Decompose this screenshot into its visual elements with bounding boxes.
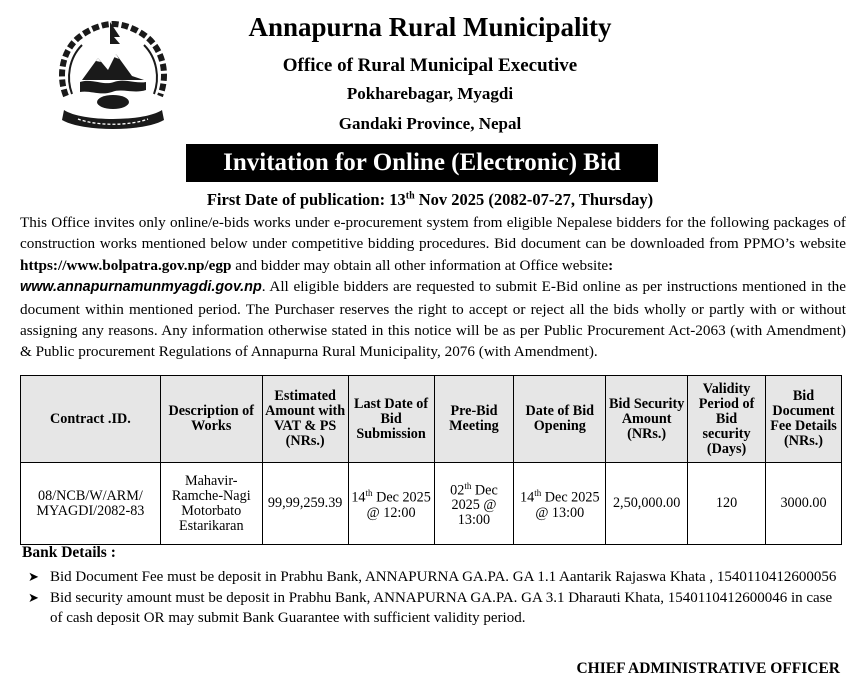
notice-title-banner: Invitation for Online (Electronic) Bid [186, 144, 658, 182]
publication-date [150, 190, 710, 210]
cell-prebid [434, 463, 514, 545]
bank-detail-fee: Bid Document Fee must be deposit in Prabhu Bank, ANNAPURNA GA.PA. GA 1.1 Aantarik Rajaswa Khata , 1540110412600056 [50, 569, 837, 585]
header-prebid: Pre-Bid Meeting [434, 376, 514, 463]
bank-detail-security: Bid security amount must be deposit in Prabhu Bank, ANNAPURNA GA.PA. GA 3.1 Dharauti Khata, 1540110412600046 in case of cash deposit OR may submit Bank Guarantee with sufficient validity period. [50, 589, 833, 626]
header-contract-id: Contract .ID. [21, 376, 161, 463]
opening-sup: th [534, 488, 542, 499]
prebid-day: 02 [450, 482, 465, 499]
header-opening-date: Date of Bid Opening [514, 376, 606, 463]
header-estimated-amount: Estimated Amount with VAT & PS (NRs.) [262, 376, 348, 463]
organization-name: Annapurna Rural Municipality [248, 12, 612, 42]
header-description: Description of Works [160, 376, 262, 463]
bank-details-title: Bank Details : [22, 544, 116, 561]
submission-day: 14 [351, 489, 366, 506]
cell-opening-date [514, 463, 606, 545]
publication-date-label: First Date of publication: 13 [206, 190, 406, 209]
header-bid-security: Bid Security Amount (NRs.) [606, 376, 688, 463]
arrowhead-bullet-icon: ➤ [28, 589, 39, 605]
header-doc-fee: Bid Document Fee Details (NRs.) [765, 376, 841, 463]
ppmo-website-link[interactable]: https://www.bolpatra.gov.np/egp [20, 256, 232, 274]
publication-date-rest: Nov 2025 (2082-07-27, Thursday) [414, 190, 654, 209]
cell-bid-security: 2,50,000.00 [606, 463, 688, 545]
submission-sup: th [365, 488, 373, 499]
prebid-rest: Dec 2025 @ 13:00 [451, 482, 498, 529]
cell-validity: 120 [688, 463, 766, 545]
cell-contract-id: 08/NCB/W/ARM/ MYAGDI/2082-83 [21, 463, 161, 545]
prebid-sup: th [464, 480, 472, 491]
signature-title: CHIEF ADMINISTRATIVE OFFICER [576, 660, 840, 677]
bank-details-list [28, 567, 848, 629]
publication-date-sup: th [405, 190, 415, 202]
list-item [28, 588, 848, 629]
intro-part-3: . All eligible bidders are requested to submit E-Bid online as per instructions mentioned in the document within mentioned period. The Purchaser reserves the right to accept or reject all the bids wholly or partly with or without assigning any reasons. Any information otherwise stated in this notice will be as per Public Procurement Act-2063 (with Amendment) & Public procurement Regulations of Annapurna Rural Municipality, 2076 (with Amendment). [20, 278, 846, 361]
table-row [21, 463, 842, 545]
office-name: Office of Rural Municipal Executive [282, 55, 578, 76]
nepal-coat-of-arms-icon [52, 18, 174, 136]
header-validity: Validity Period of Bid security (Days) [688, 376, 766, 463]
opening-rest: Dec 2025 @ 13:00 [535, 489, 600, 521]
intro-part-1: This Office invites only online/e-bids works under e-procurement system from eligible Nepalese bidders for the following packages of construction works mentioned below under competitive bidding procedures. Bid document can be downloaded from PPMO’s website [20, 214, 846, 253]
cell-doc-fee: 3000.00 [765, 463, 841, 545]
office-province: Gandaki Province, Nepal [338, 114, 522, 133]
office-website-link[interactable]: www.annapurnamunmyagdi.gov.np [20, 279, 262, 296]
opening-day: 14 [520, 489, 535, 506]
cell-last-date [348, 463, 434, 545]
arrowhead-bullet-icon: ➤ [28, 569, 39, 584]
submission-rest: Dec 2025 @ 12:00 [366, 489, 431, 521]
notice-body [20, 212, 846, 363]
header-last-date: Last Date of Bid Submission [348, 376, 434, 463]
cell-estimated-amount: 99,99,259.39 [262, 463, 348, 545]
list-item [28, 567, 848, 588]
intro-colon: : [608, 256, 614, 274]
table-header-row [21, 376, 842, 463]
intro-part-2: and bidder may obtain all other information at Office website [231, 256, 609, 274]
bid-details-table [20, 375, 842, 545]
cell-description: Mahavir-Ramche-Nagi Motorbato Estarikaran [160, 463, 262, 545]
office-address: Pokharebagar, Myagdi [346, 84, 514, 103]
